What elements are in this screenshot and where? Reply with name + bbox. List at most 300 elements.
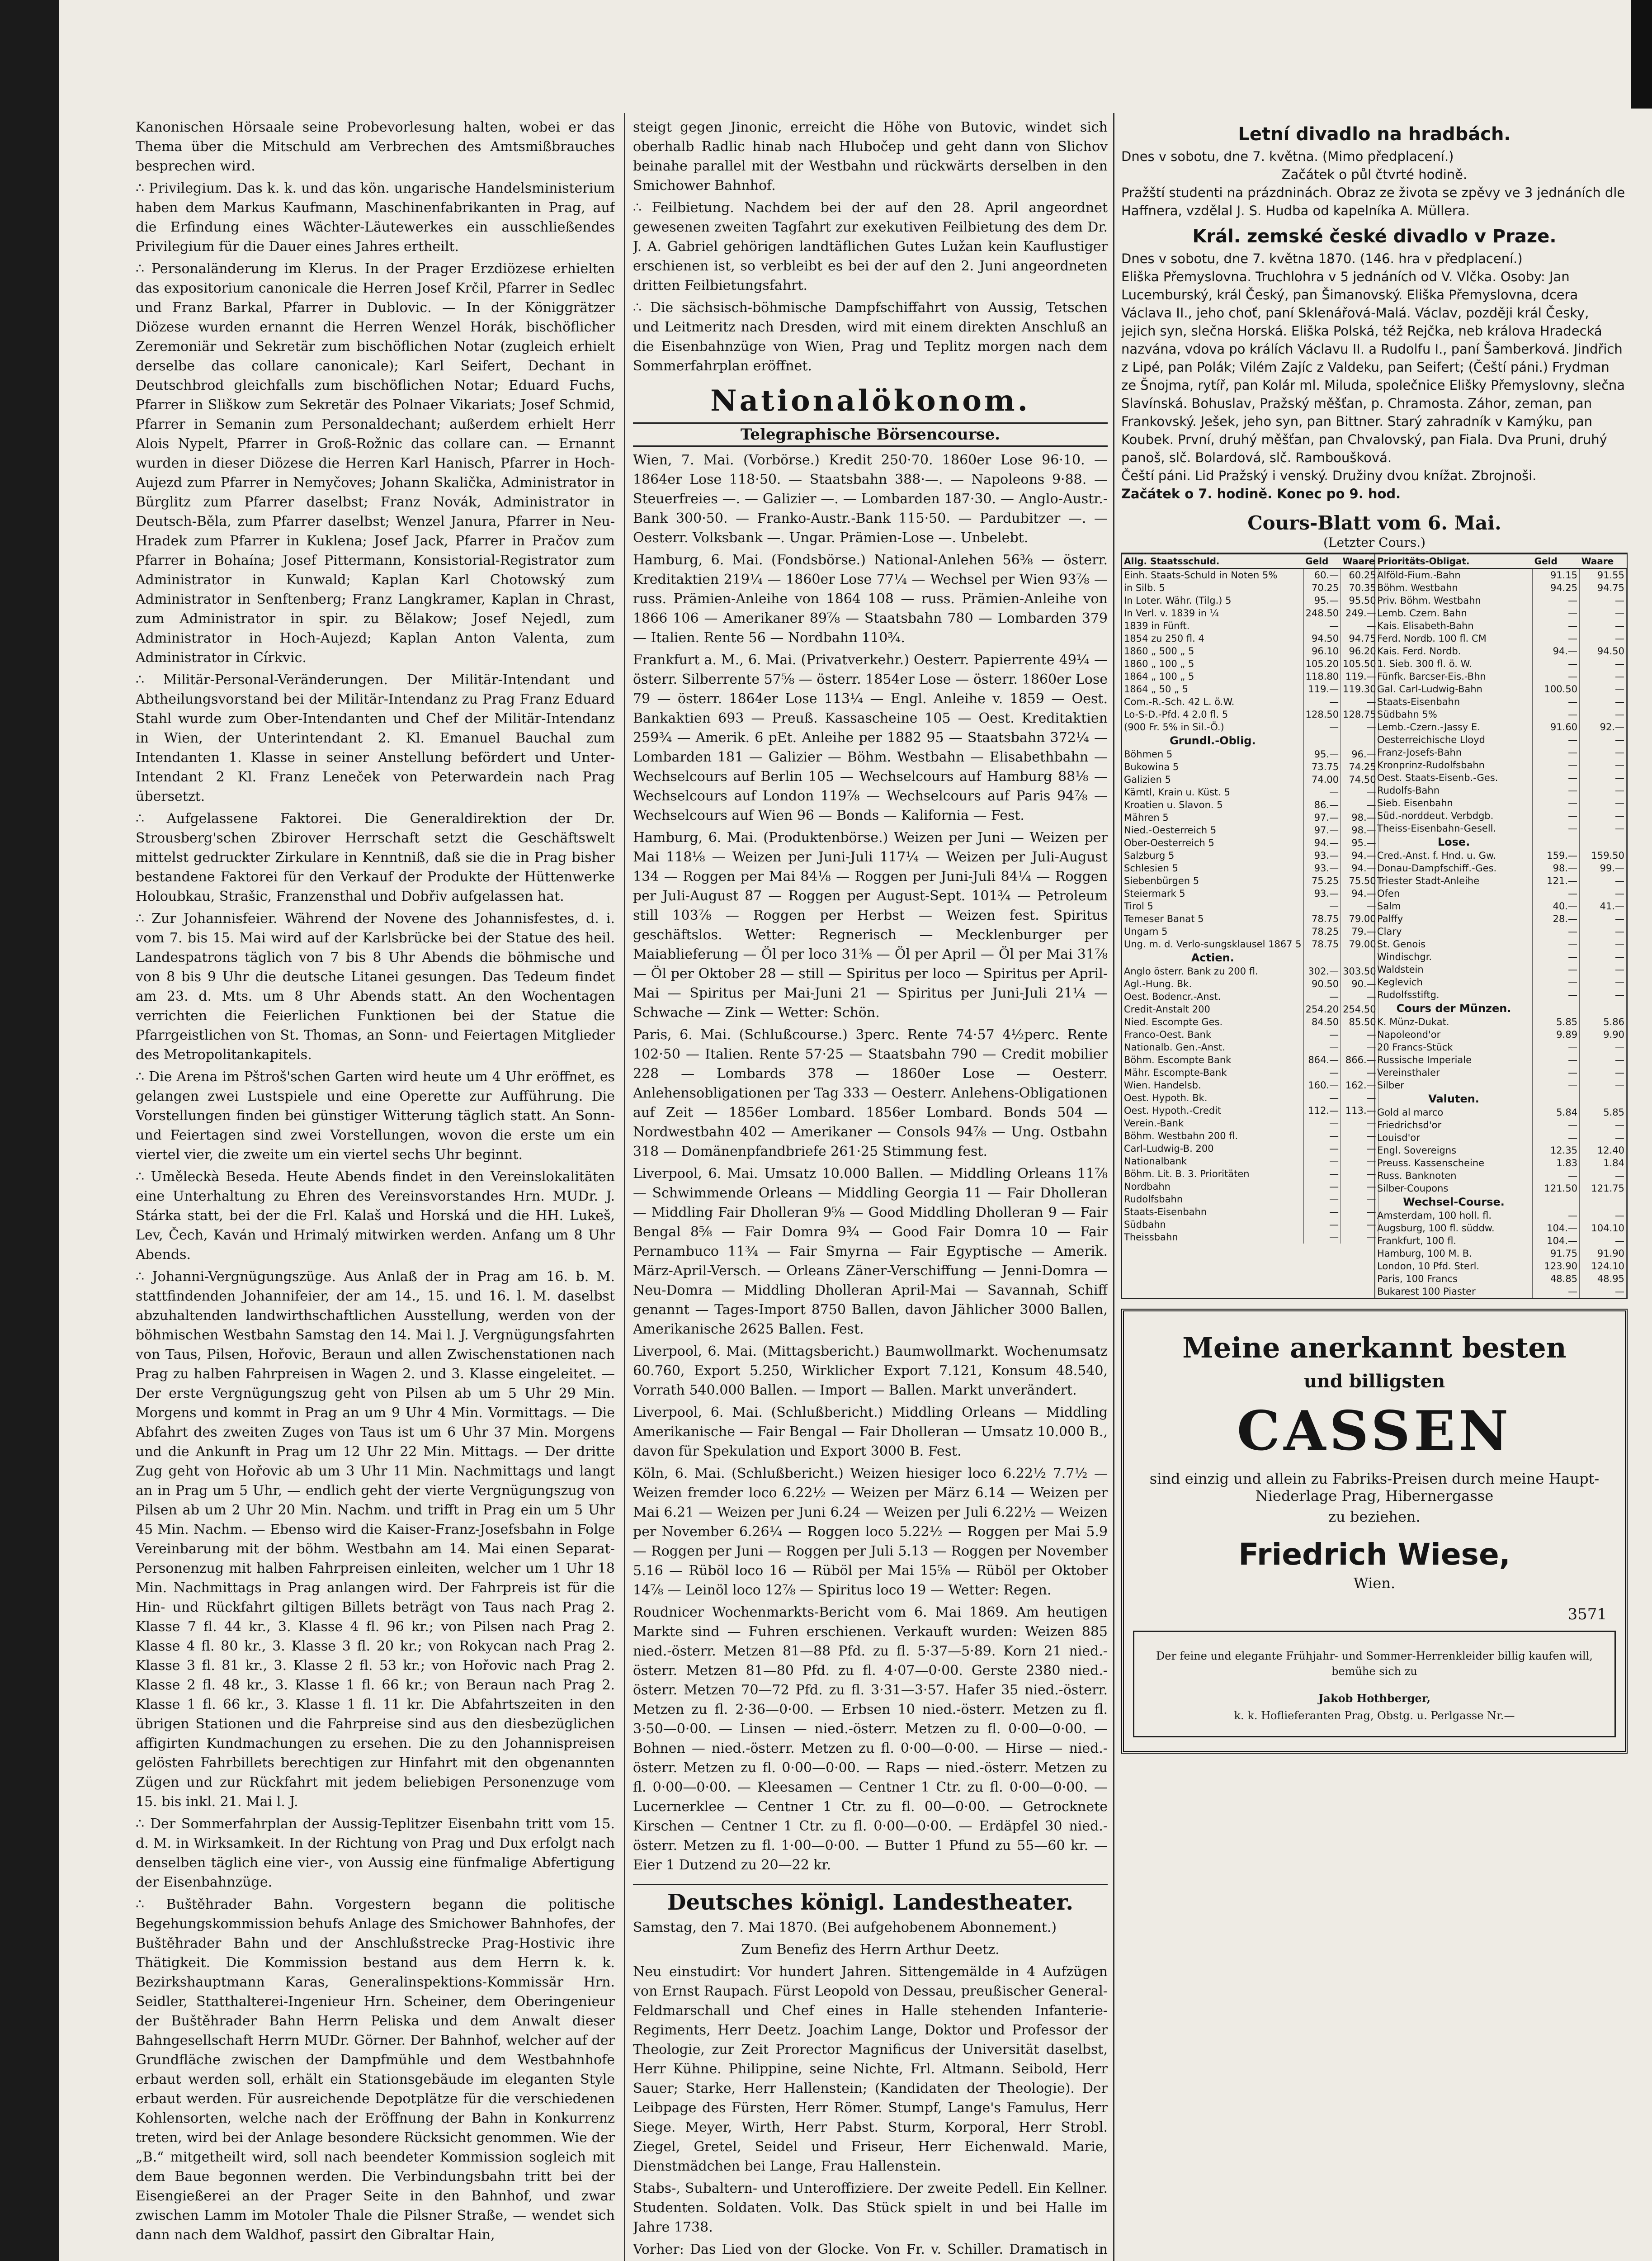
security-name-cell: Lo-S-D.-Pfd. 4 2.0 fl. 5 [1122, 708, 1303, 721]
table-row [1375, 1157, 1627, 1169]
table-row [1122, 1130, 1378, 1142]
security-name-cell: Ofen [1375, 887, 1533, 900]
ask-price-cell: — [1341, 1193, 1378, 1206]
bid-price-cell: — [1533, 632, 1580, 645]
ask-price-cell: 119.— [1341, 670, 1378, 683]
ad-text: sind einzig und allein zu Fabriks-Preisen durch meine Haupt-Niederlage Prag, Hibernergasse [1149, 1470, 1600, 1504]
bid-price-cell: 78.75 [1303, 938, 1340, 951]
bid-price-cell: 94.— [1303, 837, 1340, 849]
bid-price-cell: — [1533, 620, 1580, 632]
table-row [1122, 607, 1378, 620]
table-row [1375, 849, 1627, 862]
security-name-cell: Clary [1375, 925, 1533, 938]
security-name-cell: Sieb. Eisenbahn [1375, 797, 1533, 809]
security-name-cell: Oest. Staats-Eisenb.-Ges. [1375, 771, 1533, 784]
ask-price-cell: — [1580, 784, 1627, 797]
ask-price-cell: 79.— [1341, 925, 1378, 938]
ad-headline: Meine anerkannt besten [1182, 1331, 1567, 1364]
security-name-cell: Galizien 5 [1122, 773, 1303, 786]
security-name-cell: Kärntl, Krain u. Küst. 5 [1122, 786, 1303, 799]
table-row [1375, 887, 1627, 900]
security-name-cell: Kais. Elisabeth-Bahn [1375, 620, 1533, 632]
table-row [1375, 1144, 1627, 1157]
security-name-cell: K. Münz-Dukat. [1375, 1016, 1533, 1028]
bid-price-cell: — [1533, 1079, 1580, 1092]
table-row [1375, 1028, 1627, 1041]
ask-price-cell: — [1580, 887, 1627, 900]
ask-price-cell: 48.95 [1580, 1272, 1627, 1285]
page-corner-shadow [1631, 0, 1652, 109]
table-row [1375, 963, 1627, 976]
security-name-cell: Lose. [1375, 835, 1533, 849]
ask-price-cell: — [1341, 1180, 1378, 1193]
table-row [1375, 809, 1627, 822]
ask-price-cell: — [1580, 657, 1627, 670]
security-name-cell: Südbahn 5% [1375, 708, 1533, 721]
table-row [1122, 594, 1378, 607]
ask-price-cell: — [1580, 875, 1627, 887]
table-row [1375, 708, 1627, 721]
priority-obligations-table [1375, 553, 1627, 1298]
table-row [1122, 887, 1378, 900]
ask-price-cell [1580, 835, 1627, 849]
security-name-cell: Hamburg, 100 M. B. [1375, 1247, 1533, 1260]
table-row [1375, 862, 1627, 875]
kral-line: Čeští páni. Lid Pražský i venský. Družiny dvou knížat. Zbrojnoši. [1121, 468, 1537, 483]
table-row [1375, 645, 1627, 657]
binding-edge [0, 0, 59, 2261]
ask-price-cell: — [1580, 620, 1627, 632]
ask-price-cell: — [1580, 1169, 1627, 1182]
ask-price-cell: — [1580, 746, 1627, 759]
table-row [1122, 657, 1378, 670]
ask-price-cell: — [1580, 771, 1627, 784]
bid-price-cell [1533, 835, 1580, 849]
ask-price-cell: 159.50 [1580, 849, 1627, 862]
advertisement-clothing [1133, 1631, 1616, 1737]
ask-price-cell: 98.— [1341, 824, 1378, 837]
market-report: Hamburg, 6. Mai. (Produktenbörse.) Weizen per Juni — Weizen per Mai 118⅛ — Weizen per Juni-Juli 117¼ — Weizen per Juli-August 134 — Roggen per Mai 84⅛ — Roggen per Juni-Juli 84¼ — Roggen per Juli-August 87 — Roggen per August-Sept. 101¾ — Petroleum still 103⅞ — Roggen per Herbst — Weizen fest. Spiritus geschäftslos. Wetter: Regnerisch — Mecklenburger per Maiablieferung — Öl per loco 31⅜ — Öl per April — Öl per Mai 31⅞ — Öl per Oktober 28 — still — Spiritus per loco — Spiritus per April-Mai — Spiritus per Mai-Juni 21 — Spiritus per Juni-Juli 21¼ — Schwache — Zink — Wetter: Schön. [633, 830, 1108, 1021]
security-name-cell: Vereinsthaler [1375, 1066, 1533, 1079]
table-row [1122, 1092, 1378, 1104]
market-report: Köln, 6. Mai. (Schlußbericht.) Weizen hiesiger loco 6.22½ 7.7½ — Weizen fremder loco 6.22½ — Weizen per März 6.14 — Weizen per Mai 6.21 — Weizen per Juni 6.24 — Weizen per Juli 6.22½ — Weizen per November 6.26¼ — Roggen loco 5.22½ — Roggen per Mai 5.9 — Roggen per Juni — Roggen per Juli 5.13 — Roggen per November 5.16 — Rüböl loco 16 — Rüböl per Mai 15⅝ — Rüböl per Oktober 14⅞ — Leinöl loco 12⅞ — Spiritus loco 19 — Wetter: Regen. [633, 1466, 1108, 1598]
ask-price-cell: — [1580, 733, 1627, 746]
ask-price-cell: 249.— [1341, 607, 1378, 620]
table-row [1375, 900, 1627, 913]
table-row [1375, 1131, 1627, 1144]
security-name-cell: Frankfurt, 100 fl. [1375, 1235, 1533, 1247]
bid-price-cell: — [1533, 1209, 1580, 1222]
table-row [1122, 748, 1378, 761]
ask-price-cell: — [1580, 594, 1627, 607]
bid-price-cell: — [1303, 1180, 1340, 1193]
table-row [1122, 1041, 1378, 1054]
bid-price-cell: 864.— [1303, 1054, 1340, 1066]
ask-price-cell: — [1580, 809, 1627, 822]
ask-price-cell: — [1580, 938, 1627, 951]
security-name-cell: Russische Imperiale [1375, 1054, 1533, 1066]
ask-price-cell: 91.55 [1580, 568, 1627, 582]
ask-price-cell: 91.90 [1580, 1247, 1627, 1260]
security-name-cell: Oest. Bodencr.-Anst. [1122, 990, 1303, 1003]
table-header: Geld [1303, 554, 1340, 568]
article-paragraph: ∴ Personaländerung im Klerus. In der Prager Erzdiözese erhielten das expositorium canonicale die Herren Josef Krčil, Pfarrer in Sedlec und Franz Barkal, Pfarrer in Dublovic. — In der Königgrätzer Diözese wurden ernannt die Herren Wenzel Horák, bischöflicher Zeremoniär und Sekretär zum bischöflichen Notar (zugleich erhielt derselbe das collare canonicale); Karl Seifert, Dechant in Deutschbrod gleichfalls zum bischöflichen Notar; Eduard Fuchs, Pfarrer in Sliškow zum Sekretär des Polnaer Vikariats; Josef Schmid, Pfarrer in Semanin zum Personaldechant; außerdem erhielt Herr Alois Nypelt, Pfarrer in Groß-Rožnic das collare can. — Ernannt wurden in dieser Diözese die Herren Karl Hanisch, Pfarrer in Hoch-Aujezd zum Pfarrer in Nemyčoves; Johann Skalička, Administrator in Bürglitz zum Pfarrer daselbst; Franz Novák, Administrator in Deutsch-Běla, zum Pfarrer daselbst; Wenzel Janura, Pfarrer in Neu-Hradek zum Pfarrer in Kuklena; Josef Jack, Pfarrer in Pračov zum Pfarrer in Bohaína; Josef Pittermann, Konsistorial-Registrator zum Administrator in Kunwald; Kaplan Karl Chotowský zum Administrator in Senftenberg; Franz Langkramer, Kaplan in Chrast, zum Administrator in spir. zu Bělakow; Josef Nejedl, zum Administrator in Hoch-Aujezd; Kaplan Anton Valenta, zum Administrator in Církvic. [136, 261, 615, 666]
ad-merchant-name: Friedrich Wiese, [1238, 1537, 1510, 1572]
security-name-cell: Grundl.-Oblig. [1122, 733, 1303, 748]
ask-price-cell: 94.50 [1580, 645, 1627, 657]
theater-line: Zum Benefiz des Herrn Arthur Deetz. [741, 1942, 1000, 1958]
security-name-cell: Windischgr. [1375, 951, 1533, 963]
table-row [1122, 620, 1378, 632]
table-row [1122, 1218, 1378, 1231]
column-economy [633, 118, 1108, 2261]
bid-price-cell: 91.60 [1533, 721, 1580, 733]
table-row [1375, 670, 1627, 683]
security-name-cell: Böhm. Westbahn [1375, 582, 1533, 594]
security-name-cell: Anglo österr. Bank zu 200 fl. [1122, 965, 1303, 978]
table-row [1122, 1104, 1378, 1117]
table-row [1122, 1142, 1378, 1155]
security-name-cell: Augsburg, 100 fl. süddw. [1375, 1222, 1533, 1235]
security-name-cell: Valuten. [1375, 1092, 1533, 1106]
table-row [1122, 1168, 1378, 1180]
state-debt-table [1122, 553, 1378, 1244]
table-row [1122, 632, 1378, 645]
table-row [1375, 989, 1627, 1001]
course-table-right [1374, 553, 1627, 1298]
security-name-cell: Com.-R.-Sch. 42 L. ö.W. [1122, 695, 1303, 708]
ask-price-cell: — [1341, 721, 1378, 733]
bid-price-cell: — [1533, 1131, 1580, 1144]
ask-price-cell: — [1580, 632, 1627, 645]
bid-price-cell: — [1303, 1193, 1340, 1206]
table-row [1375, 1182, 1627, 1195]
ask-price-cell: — [1580, 913, 1627, 925]
ask-price-cell: 74.25 [1341, 761, 1378, 773]
ask-price-cell: 94.75 [1341, 632, 1378, 645]
table-row [1375, 1235, 1627, 1247]
security-name-cell: Silber-Coupons [1375, 1182, 1533, 1195]
table-row [1122, 708, 1378, 721]
table-row [1375, 1119, 1627, 1131]
subsection-heading-bourse: Telegraphische Börsencourse. [633, 422, 1108, 447]
ask-price-cell: — [1580, 1054, 1627, 1066]
bid-price-cell: — [1533, 1066, 1580, 1079]
bid-price-cell: — [1303, 721, 1340, 733]
security-name-cell: Paris, 100 Francs [1375, 1272, 1533, 1285]
table-row [1375, 1272, 1627, 1285]
ask-price-cell: 94.— [1341, 862, 1378, 875]
security-name-cell: Ung. m. d. Verlo-sungsklausel 1867 5 [1122, 938, 1303, 951]
table-row [1375, 976, 1627, 989]
ask-price-cell: — [1580, 1079, 1627, 1092]
table-row [1375, 1016, 1627, 1028]
bid-price-cell: 5.85 [1533, 1016, 1580, 1028]
table-header: Allg. Staatsschuld. [1122, 554, 1303, 568]
bid-price-cell: 105.20 [1303, 657, 1340, 670]
table-row [1122, 1231, 1378, 1244]
security-name-cell: Rudolfs-Bahn [1375, 784, 1533, 797]
security-name-cell: Temeser Banat 5 [1122, 913, 1303, 925]
bid-price-cell: — [1303, 786, 1340, 799]
security-name-cell: Ungarn 5 [1122, 925, 1303, 938]
security-name-cell: Lemb.-Czern.-Jassy E. [1375, 721, 1533, 733]
article-paragraph: ∴ Die sächsisch-böhmische Dampfschiffahrt von Aussig, Tetschen und Leitmeritz nach Dresden, wird mit einem direkten Anschluß an die Eisenbahnzüge von Wien, Prag und Teplitz morgen nach dem Sommerfahrplan eröffnet. [633, 300, 1108, 374]
security-name-cell: 1839 in Fünft. [1122, 620, 1303, 632]
table-row [1122, 811, 1378, 824]
bid-price-cell: 159.— [1533, 849, 1580, 862]
bid-price-cell: — [1533, 951, 1580, 963]
bid-price-cell: — [1533, 733, 1580, 746]
ask-price-cell: 119.30 [1341, 683, 1378, 695]
security-name-cell: Palffy [1375, 913, 1533, 925]
security-name-cell: Actien. [1122, 951, 1303, 965]
ask-price-cell: 75.50 [1341, 875, 1378, 887]
security-name-cell: 1854 zu 250 fl. 4 [1122, 632, 1303, 645]
security-name-cell: Verein.-Bank [1122, 1117, 1303, 1130]
ask-price-cell: 92.— [1580, 721, 1627, 733]
bid-price-cell: — [1303, 1130, 1340, 1142]
ask-price-cell: 121.75 [1580, 1182, 1627, 1195]
table-row [1375, 721, 1627, 733]
security-name-cell: Einh. Staats-Schuld in Noten 5% [1122, 568, 1303, 582]
bid-price-cell: — [1533, 657, 1580, 670]
table-row [1375, 759, 1627, 771]
bid-price-cell: — [1533, 963, 1580, 976]
security-name-cell: Fünfk. Barcser-Eis.-Bhn [1375, 670, 1533, 683]
security-name-cell: Theissbahn [1122, 1231, 1303, 1244]
bid-price-cell [1533, 1001, 1580, 1016]
ask-price-cell: — [1580, 1119, 1627, 1131]
security-name-cell: Böhm. Lit. B. 3. Prioritäten [1122, 1168, 1303, 1180]
bid-price-cell: — [1533, 759, 1580, 771]
bid-price-cell: — [1533, 1285, 1580, 1298]
theater-line: Stabs-, Subaltern- und Unteroffiziere. Der zweite Pedell. Ein Kellner. Studenten. Soldaten. Volk. Das Stück spielt in und bei Halle im Jahre 1738. [633, 2181, 1108, 2235]
bid-price-cell: 28.— [1533, 913, 1580, 925]
security-name-cell: Süd.-norddeut. Verbdgb. [1375, 809, 1533, 822]
bid-price-cell: 123.90 [1533, 1260, 1580, 1272]
theater-heading: Deutsches königl. Landestheater. [633, 1884, 1108, 1915]
security-name-cell: Keglevich [1375, 976, 1533, 989]
table-row [1122, 913, 1378, 925]
ask-price-cell: — [1341, 1028, 1378, 1041]
column-rule-2 [1113, 113, 1114, 2261]
ad-text: zu beziehen. [1328, 1508, 1421, 1525]
security-name-cell: Oesterreichische Lloyd [1375, 733, 1533, 746]
table-row [1375, 1079, 1627, 1092]
table-row [1375, 607, 1627, 620]
table-row [1375, 1209, 1627, 1222]
table-row [1122, 990, 1378, 1003]
security-name-cell: St. Genois [1375, 938, 1533, 951]
ask-price-cell: 128.75 [1341, 708, 1378, 721]
bid-price-cell: 70.25 [1303, 582, 1340, 594]
market-report: Liverpool, 6. Mai. (Schlußbericht.) Middling Orleans — Middling Amerikanische — Fair Bengal — Fair Dholleran — Umsatz 10.000 B., davon für Spekulation und Export 3000 B. Fest. [633, 1405, 1108, 1459]
market-report: Frankfurt a. M., 6. Mai. (Privatverkehr.) Oesterr. Papierrente 49¼ — österr. Silberrente 57⅝ — österr. 1854er Lose — österr. 1860er Lose 79 — österr. 1864er Lose 113¼ — Engl. Anleihe v. 1859 — Oest. Bankaktien 693 — Preuß. Kassascheine 105 — Oest. Kreditaktien 259¾ — Amerik. 6 pEt. Anleihe per 1882 95 — Staatsbahn 372¼ — Lombarden 181 — Galizier — Böhm. Westbahn — Elisabethbahn — Wechselcours auf Berlin 105 — Wechselcours auf Hamburg 88⅛ — Wechselcours auf London 119⅞ — Wechselcours auf Paris 94⅞ — Wechselcours auf Wien 96 — Bonds — Kalifornia — Fest. [633, 652, 1108, 823]
column-theater-bourse [1121, 118, 1628, 2261]
table-row [1375, 746, 1627, 759]
table-row [1122, 645, 1378, 657]
table-header: Waare [1341, 554, 1378, 568]
security-name-cell: Franco-Oest. Bank [1122, 1028, 1303, 1041]
table-row [1375, 784, 1627, 797]
ad-city: Wien. [1353, 1575, 1396, 1592]
ask-price-cell: 866.— [1341, 1054, 1378, 1066]
bid-price-cell [1533, 1195, 1580, 1209]
security-name-cell: Gal. Carl-Ludwig-Bahn [1375, 683, 1533, 695]
ask-price-cell: — [1580, 695, 1627, 708]
bid-price-cell: 248.50 [1303, 607, 1340, 620]
ask-price-cell: — [1341, 1066, 1378, 1079]
ad-text: Der feine und elegante Frühjahr- und Sommer-Herrenkleider billig kaufen will, bemühe sich zu [1156, 1650, 1593, 1678]
bid-price-cell: 48.85 [1533, 1272, 1580, 1285]
bid-price-cell: 97.— [1303, 811, 1340, 824]
table-row [1375, 913, 1627, 925]
bid-price-cell: — [1533, 797, 1580, 809]
table-row [1122, 1066, 1378, 1079]
ask-price-cell: 254.50 [1341, 1003, 1378, 1016]
bid-price-cell [1303, 733, 1340, 748]
ask-price-cell: 5.86 [1580, 1016, 1627, 1028]
table-row [1122, 900, 1378, 913]
table-row [1122, 721, 1378, 733]
letni-line: Dnes v sobotu, dne 7. května. (Mimo předplacení.) [1121, 149, 1454, 164]
ask-price-cell: 113.— [1341, 1104, 1378, 1117]
advertisement-cassen [1121, 1309, 1628, 1754]
bid-price-cell: 91.15 [1533, 568, 1580, 582]
table-row [1122, 773, 1378, 786]
column-rule-1 [624, 113, 625, 2261]
table-row [1375, 1222, 1627, 1235]
ask-price-cell: — [1580, 989, 1627, 1001]
ad-product: CASSEN [1237, 1399, 1512, 1463]
security-name-cell: Ober-Oesterreich 5 [1122, 837, 1303, 849]
security-name-cell: Böhm. Westbahn 200 fl. [1122, 1130, 1303, 1142]
security-name-cell: Kais. Ferd. Nordb. [1375, 645, 1533, 657]
security-name-cell: Gold al marco [1375, 1106, 1533, 1119]
ask-price-cell: 5.85 [1580, 1106, 1627, 1119]
security-name-cell: 1864 „ 50 „ 5 [1122, 683, 1303, 695]
kral-line: Eliška Přemyslovna. Truchlohra v 5 jednáních od V. Vlčka. Osoby: Jan Lucemburský, král Český, pan Šimanovský. Eliška Přemyslovna, dcera Václava II., jeho choť, paní Sklenářová-Malá. Václav, později král Česky, jejich syn, slečna Horská. Eliška Polská, též Rejčka, neb králova Hradecká nazvána, vdova po králích Václavu II. a Rudolfu I., paní Šamberková. Jindřich z Lipé, pan Polák; Vilém Zajíc z Valdeku, pan Seifert; (Čeští páni.) Frydman ze Šnojma, rytíř, pan Kolár ml. Miluda, společnice Elišky Přemyslovny, slečna Slavínská. Bohuslav, Pražský měšťan, p. Chramosta. Záhor, zeman, pan Frankovský. Ješek, jeho syn, pan Bittner. Starý zahradník v Kamýku, pan Koubek. První, druhý měšťan, pan Chvalovský, pan Fiala. Dva Pruni, druhý panoš, slč. Bolardová, slč. Ramboušková. [1121, 269, 1625, 465]
security-name-cell: Russ. Banknoten [1375, 1169, 1533, 1182]
table-row [1375, 771, 1627, 784]
table-row [1375, 925, 1627, 938]
ad-subheadline: und billigsten [1303, 1371, 1445, 1392]
ask-price-cell: — [1580, 1209, 1627, 1222]
table-row [1375, 582, 1627, 594]
bid-price-cell: — [1303, 1142, 1340, 1155]
bid-price-cell: 73.75 [1303, 761, 1340, 773]
ask-price-cell: — [1341, 695, 1378, 708]
ask-price-cell: 96.20 [1341, 645, 1378, 657]
ask-price-cell: 85.50 [1341, 1016, 1378, 1028]
bid-price-cell: — [1303, 1028, 1340, 1041]
ask-price-cell [1341, 951, 1378, 965]
security-name-cell: Salm [1375, 900, 1533, 913]
table-row [1375, 632, 1627, 645]
ask-price-cell: 124.10 [1580, 1260, 1627, 1272]
security-name-cell: Wien. Handelsb. [1122, 1079, 1303, 1092]
table-row [1375, 951, 1627, 963]
bid-price-cell [1303, 951, 1340, 965]
ad-merchant-name: Jakob Hothberger, [1318, 1692, 1430, 1705]
bid-price-cell: — [1533, 1119, 1580, 1131]
bid-price-cell: 94.25 [1533, 582, 1580, 594]
ask-price-cell: — [1341, 1206, 1378, 1218]
bid-price-cell: 5.84 [1533, 1106, 1580, 1119]
table-row [1375, 1054, 1627, 1066]
bid-price-cell: — [1303, 1041, 1340, 1054]
security-name-cell: (900 Fr. 5% in Sil.-Ö.) [1122, 721, 1303, 733]
ask-price-cell: 96.— [1341, 748, 1378, 761]
security-name-cell: Mähren 5 [1122, 811, 1303, 824]
bid-price-cell: — [1533, 1054, 1580, 1066]
table-row [1375, 1001, 1627, 1016]
bid-price-cell: 74.00 [1303, 773, 1340, 786]
table-row [1375, 620, 1627, 632]
ask-price-cell: 79.00 [1341, 938, 1378, 951]
security-name-cell: Rudolfsbahn [1122, 1193, 1303, 1206]
theater-line: Neu einstudirt: Vor hundert Jahren. Sittengemälde in 4 Aufzügen von Ernst Raupach. Fürst Leopold von Dessau, preußischer General-Feldmarschall und Chef eines in Halle stehenden Infanterie-Regiments, Herr Deetz. Joachim Lange, Doktor und Professor der Theologie, zur Zeit Prorector Magnificus der Universität daselbst, Herr Kühne. Philippine, seine Nichte, Frl. Altmann. Seibold, Herr Sauer; Starke, Herr Hallenstein; (Kandidaten der Theologie). Der Leibpage des Fürsten, Herr Römer. Stumpf, Lange's Famulus, Herr Siege. Meyer, Wirth, Herr Pabst. Sturm, Korporal, Herr Strobl. Ziegel, Gretel, Seidel und Friseur, Herr Eichenwald. Marie, Dienstmädchen bei Lange, Frau Hallenstein. [633, 1964, 1108, 2174]
table-row [1375, 594, 1627, 607]
security-name-cell: Wechsel-Course. [1375, 1195, 1533, 1209]
ask-price-cell: — [1580, 797, 1627, 809]
security-name-cell: Waldstein [1375, 963, 1533, 976]
security-name-cell: Cred.-Anst. f. Hnd. u. Gw. [1375, 849, 1533, 862]
bid-price-cell: 93.— [1303, 887, 1340, 900]
ask-price-cell: — [1341, 900, 1378, 913]
bid-price-cell: — [1533, 809, 1580, 822]
table-row [1122, 568, 1378, 582]
bid-price-cell: — [1303, 695, 1340, 708]
table-row [1122, 683, 1378, 695]
letni-line: Pražští studenti na prázdninách. Obraz ze života se zpěvy ve 3 jednáních dle Haffnera, vzdělal J. S. Hudba od kapelníka A. Müllera. [1121, 185, 1625, 218]
security-name-cell: Südbahn [1122, 1218, 1303, 1231]
bid-price-cell: 97.— [1303, 824, 1340, 837]
security-name-cell: London, 10 Pfd. Sterl. [1375, 1260, 1533, 1272]
bid-price-cell: — [1303, 1231, 1340, 1244]
ask-price-cell: 94.75 [1580, 582, 1627, 594]
security-name-cell: Nied.-Oesterreich 5 [1122, 824, 1303, 837]
security-name-cell: Bukarest 100 Piaster [1375, 1285, 1533, 1298]
bid-price-cell: 40.— [1533, 900, 1580, 913]
market-report: Liverpool, 6. Mai. Umsatz 10.000 Ballen. — Middling Orleans 11⅞ — Schwimmende Orleans — Middling Georgia 11 — Fair Dholleran — Middling Fair Dholleran 9⅝ — Good Middling Dholleran 9 — Fair Bengal 8⅝ — Fair Domra 9¾ — Good Fair Domra 10 — Fair Pernambuco 11¾ — Fair Smyrna — Fair Egyptische — Amerik. März-April-Versch. — Orleans Zäner-Verschiffung — Jenni-Domra — Neu-Domra — Middling Dholleran April-Mai — Savannah, Schiff genannt — Tages-Import 8750 Ballen, davon Jählicher 3000 Ballen, Amerikanische 2625 Ballen. Fest. [633, 1166, 1108, 1337]
bid-price-cell: — [1533, 695, 1580, 708]
bid-price-cell: — [1303, 990, 1340, 1003]
article-paragraph: ∴ Zur Johannisfeier. Während der Novene des Johannisfestes, d. i. vom 7. bis 15. Mai wird auf der Karlsbrücke bei der Statue des heil. Landespatrons täglich von 7 bis 8 Uhr Abends die böhmische und von 8 bis 9 Uhr die deutsche Litanei gesungen. Das Tedeum findet am 23. d. Mts. um 8 Uhr Abends statt. An den Wochentagen verrichten die Feierlichen Funktionen bei der Statue die Pfarrgeistlichen von St. Thomas, an Sonn- und Feiertagen Mitglieder des Metropolitankapitels. [136, 911, 615, 1063]
ask-price-cell: — [1341, 1218, 1378, 1231]
bid-price-cell: 90.50 [1303, 978, 1340, 990]
bid-price-cell: — [1533, 607, 1580, 620]
security-name-cell: Napoleond'or [1375, 1028, 1533, 1041]
kral-divadlo-heading: Král. zemské české divadlo v Praze. [1192, 226, 1557, 247]
course-table-left [1122, 553, 1374, 1298]
security-name-cell: 1860 „ 500 „ 5 [1122, 645, 1303, 657]
table-row [1122, 1117, 1378, 1130]
security-name-cell: Ferd. Nordb. 100 fl. CM [1375, 632, 1533, 645]
bid-price-cell: 94.— [1533, 645, 1580, 657]
column-local-news [136, 118, 615, 2261]
ask-price-cell: 79.00 [1341, 913, 1378, 925]
table-row [1122, 1193, 1378, 1206]
ask-price-cell: 60.25 [1341, 568, 1378, 582]
ask-price-cell: — [1580, 1041, 1627, 1054]
table-row [1122, 824, 1378, 837]
security-name-cell: Silber [1375, 1079, 1533, 1092]
letni-line: Začátek o půl čtvrté hodině. [1281, 167, 1468, 182]
market-report: Paris, 6. Mai. (Schlußcourse.) 3perc. Rente 74·57 4½perc. Rente 102·50 — Italien. Rente 57·25 — Staatsbahn 790 — Credit mobilier 228 — Lombards 378 — 1860er Lose — Oesterr. Anlehensobligationen per Tag 333 — Oesterr. Anlehens-Obligationen auf Zeit — 1856er Lombard. 1856er Lombard. Bonds 504 — Nordwestbahn 402 — Amerikaner — Consols 94⅞ — Ung. Ostbahn 318 — Domänenpfandbriefe 261·25 Stimmung fest. [633, 1027, 1108, 1159]
security-name-cell: Staats-Eisenbahn [1375, 695, 1533, 708]
